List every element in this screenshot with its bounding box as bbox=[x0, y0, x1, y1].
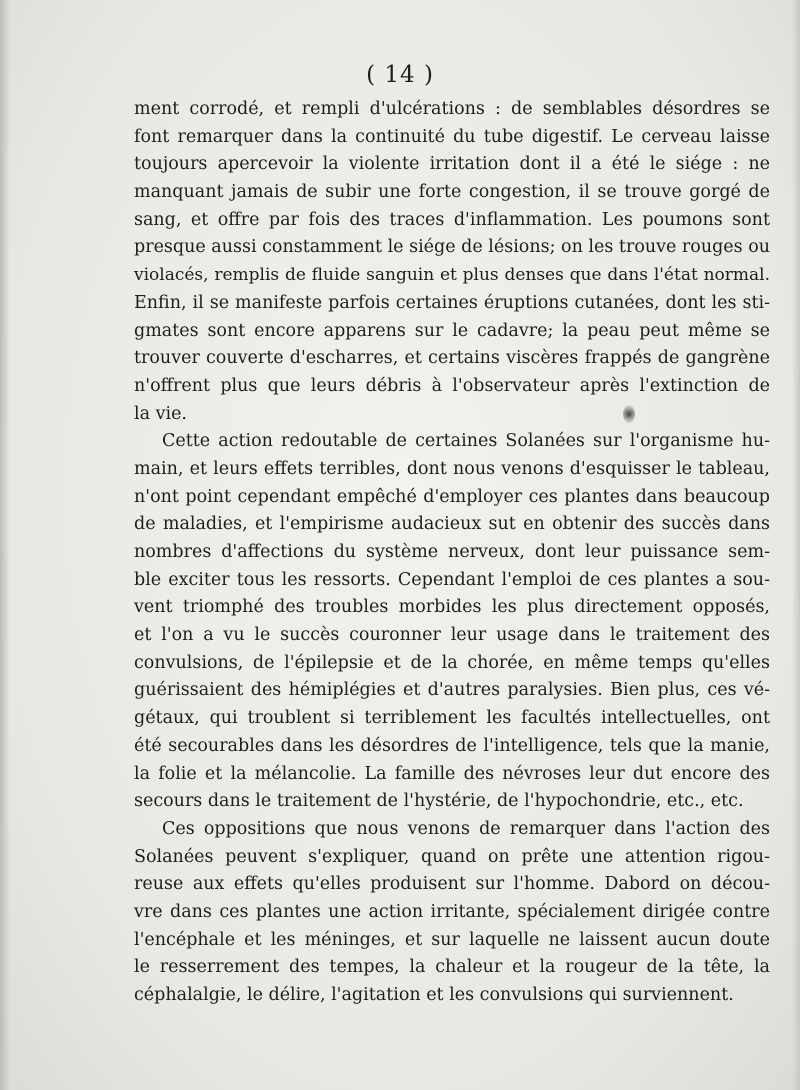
text-line: reuse aux effets qu'elles produisent sur l'homme. Dabord on décou- bbox=[134, 874, 770, 895]
text-line: secours dans le traitement de l'hystérie, de l'hypochondrie, etc., etc. bbox=[134, 791, 744, 812]
text-line: Cette action redoutable de certaines Solanées sur l'organisme hu- bbox=[162, 431, 770, 452]
page-right-edge-shadow bbox=[792, 0, 800, 1090]
text-line: vre dans ces plantes une action irritante, spécialement dirigée contre bbox=[134, 901, 770, 922]
text-line: l'encéphale et les méninges, et sur laquelle ne laissent aucun doute bbox=[134, 929, 770, 950]
text-line: main, et leurs effets terribles, dont nous venons d'esquisser le tableau, bbox=[134, 458, 770, 479]
text-line: et l'on a vu le succès couronner leur usage dans le traitement des bbox=[134, 625, 770, 646]
text-line: Ces oppositions que nous venons de remarquer dans l'action des bbox=[162, 818, 770, 839]
text-line: ment corrodé, et rempli d'ulcérations : de semblables désordres se bbox=[134, 99, 770, 119]
text-line: Enfin, il se manifeste parfois certaines éruptions cutanées, dont les sti- bbox=[134, 292, 770, 313]
text-line: n'ont point cependant empêché d'employer ces plantes dans beaucoup bbox=[134, 486, 770, 507]
text-line: gmates sont encore apparens sur le cadavre; la peau peut même se bbox=[134, 320, 770, 341]
text-line: Solanées peuvent s'expliquer, quand on prête une attention rigou- bbox=[134, 846, 770, 867]
text-line: font remarquer dans la continuité du tube digestif. Le cerveau laisse bbox=[134, 126, 770, 147]
text-line: gétaux, qui troublent si terriblement les facultés intellectuelles, ont bbox=[134, 708, 770, 729]
text-line: convulsions, de l'épilepsie et de la chorée, en même temps qu'elles bbox=[134, 652, 770, 673]
text-line: vent triomphé des troubles morbides les plus directement opposés, bbox=[134, 597, 770, 618]
text-line: manquant jamais de subir une forte congestion, il se trouve gorgé de bbox=[134, 182, 770, 203]
text-line: trouver couverte d'escharres, et certains viscères frappés de gangrène bbox=[134, 348, 770, 369]
text-line: la vie. bbox=[134, 403, 187, 424]
text-line: de maladies, et l'empirisme audacieux sut en obtenir des succès dans bbox=[134, 514, 770, 535]
text-line: violacés, remplis de fluide sanguin et plus denses que dans l'état normal. bbox=[134, 265, 770, 286]
text-line: nombres d'affections du système nerveux, dont leur puissance sem- bbox=[134, 542, 770, 562]
body-text bbox=[134, 96, 770, 1010]
text-line: guérissaient des hémiplégies et d'autres paralysies. Bien plus, ces vé- bbox=[134, 680, 770, 701]
text-line: ble exciter tous les ressorts. Cependant l'emploi de ces plantes a sou- bbox=[134, 569, 770, 590]
text-line: toujours apercevoir la violente irritation dont il a été le siége : ne bbox=[134, 154, 770, 175]
text-line: été secourables dans les désordres de l'intelligence, tels que la manie, bbox=[134, 735, 770, 756]
page-left-edge-shadow bbox=[0, 0, 10, 1090]
text-line: presque aussi constamment le siége de lésions; on les trouve rouges ou bbox=[134, 237, 771, 258]
text-line: n'offrent plus que leurs débris à l'observateur après l'extinction de bbox=[134, 375, 770, 396]
text-line: céphalalgie, le délire, l'agitation et les convulsions qui surviennent. bbox=[134, 985, 734, 1005]
text-line: sang, et offre par fois des traces d'inflammation. Les poumons sont bbox=[134, 209, 770, 230]
text-line: la folie et la mélancolie. La famille des névroses leur dut encore des bbox=[134, 763, 770, 784]
text-line: le resserrement des tempes, la chaleur et la rougeur de la tête, la bbox=[134, 957, 770, 978]
page-number: ( 14 ) bbox=[366, 62, 434, 88]
